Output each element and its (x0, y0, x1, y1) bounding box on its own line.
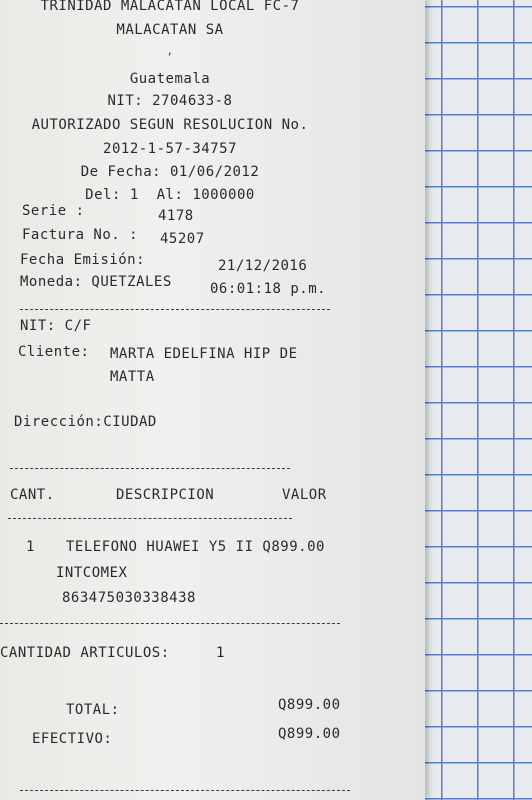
customer-name-line1: MARTA EDELFINA HIP DE (110, 346, 298, 362)
factura-value: 45207 (160, 231, 205, 247)
divider-4 (0, 623, 340, 624)
factura-label: Factura No. : (22, 227, 139, 243)
emision-value: 21/12/2016 (218, 258, 308, 274)
header-resolution: 2012-1-57-34757 (103, 141, 237, 157)
row-qty: 1 (26, 539, 35, 555)
divider-3 (8, 518, 292, 519)
total-value: Q899.00 (278, 697, 341, 713)
header-mark: , (166, 46, 174, 57)
header-date: De Fecha: 01/06/2012 (80, 164, 260, 180)
row-desc-line1: TELEFONO HUAWEI Y5 II Q899.00 (66, 539, 325, 555)
customer-name-line2: MATTA (110, 369, 155, 385)
serie-label: Serie : (22, 203, 85, 219)
customer-nit: NIT: C/F (20, 318, 92, 334)
header-line2: Guatemala (129, 71, 211, 87)
table-header-valor: VALOR (282, 487, 327, 503)
divider-2 (10, 468, 290, 469)
direccion: Dirección:CIUDAD (14, 414, 157, 430)
table-header-descripcion: DESCRIPCION (116, 487, 215, 503)
header-range: Del: 1 Al: 1000000 (85, 187, 255, 203)
time-value: 06:01:18 p.m. (210, 281, 327, 297)
count-value: 1 (216, 645, 225, 661)
header-nit: NIT: 2704633-8 (107, 93, 233, 109)
header-line0: TRINIDAD MALACATAN LOCAL FC-7 (40, 0, 300, 14)
cash-label: EFECTIVO: (32, 731, 113, 747)
moneda-label: Moneda: QUETZALES (20, 274, 172, 290)
total-label: TOTAL: (66, 702, 120, 718)
row-desc-line3: 863475030338438 (62, 590, 196, 606)
header-line1: MALACATAN SA (116, 22, 224, 38)
serie-value: 4178 (158, 208, 194, 224)
header-authorized: AUTORIZADO SEGUN RESOLUCION No. (31, 117, 309, 133)
emision-label: Fecha Emisión: (20, 252, 146, 268)
divider-1 (20, 309, 330, 310)
row-desc-line2: INTCOMEX (56, 565, 128, 581)
count-label: CANTIDAD ARTICULOS: (0, 645, 170, 661)
cliente-label: Cliente: (18, 344, 90, 360)
cash-value: Q899.00 (278, 726, 341, 742)
table-header-cant: CANT. (10, 487, 55, 503)
divider-5 (20, 790, 350, 791)
